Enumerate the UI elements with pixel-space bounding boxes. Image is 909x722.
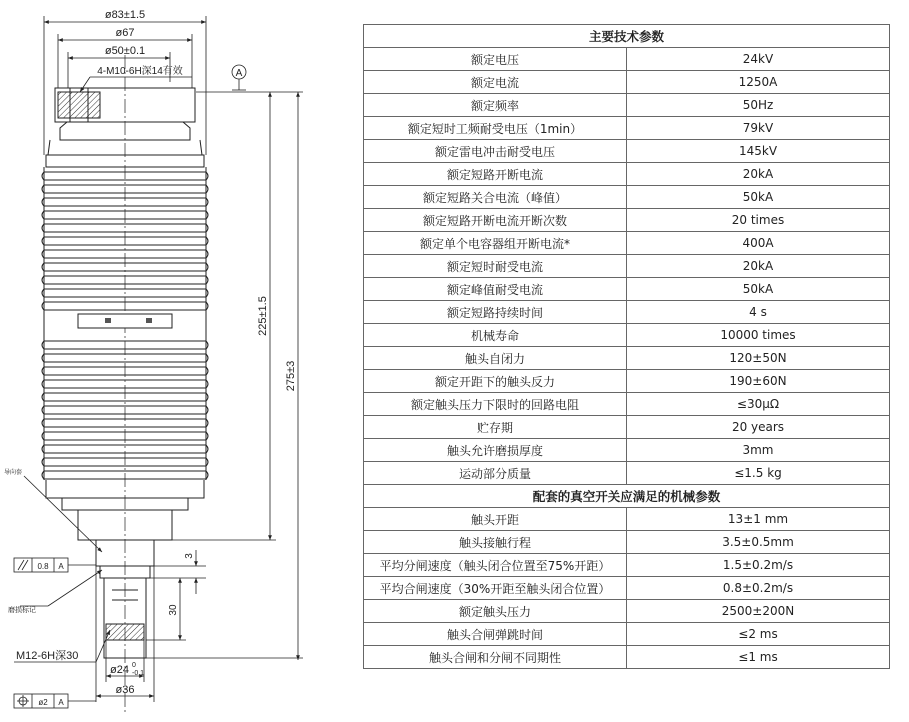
param-value: 145kV: [627, 140, 890, 163]
section-mechanical-parameters: [364, 485, 890, 508]
position-datum: A: [58, 698, 64, 707]
dim-outer-diameter: ø83±1.5: [104, 9, 146, 21]
param-value: 2500±200N: [627, 600, 890, 623]
datum-a-label: A: [235, 68, 243, 79]
param-value: 50kA: [627, 278, 890, 301]
table-row: [364, 393, 890, 416]
section-title: 配套的真空开关应满足的机械参数: [364, 485, 890, 508]
param-value: 1.5±0.2m/s: [627, 554, 890, 577]
parameter-table: [363, 24, 890, 669]
param-name: 额定雷电冲击耐受电压: [364, 140, 627, 163]
table-row: [364, 554, 890, 577]
param-name: 额定开距下的触头反力: [364, 370, 627, 393]
dim-diameter-24-tol-upper: 0: [132, 662, 136, 669]
param-value: ≤1 ms: [627, 646, 890, 669]
param-value: ≤2 ms: [627, 623, 890, 646]
dim-diameter-50: ø50±0.1: [104, 45, 146, 57]
param-value: 20kA: [627, 163, 890, 186]
param-value: 1250A: [627, 71, 890, 94]
table-row: [364, 370, 890, 393]
param-value: 190±60N: [627, 370, 890, 393]
param-value: 50kA: [627, 186, 890, 209]
table-row: [364, 600, 890, 623]
param-name: 额定短路开断电流: [364, 163, 627, 186]
param-value: 79kV: [627, 117, 890, 140]
param-value: 24kV: [627, 48, 890, 71]
param-value: 4 s: [627, 301, 890, 324]
dim-diameter-36: ø36: [115, 684, 135, 696]
param-value: 20 years: [627, 416, 890, 439]
table-row: [364, 94, 890, 117]
param-value: 120±50N: [627, 347, 890, 370]
param-value: 3.5±0.5mm: [627, 531, 890, 554]
param-value: 400A: [627, 232, 890, 255]
param-value: 13±1 mm: [627, 508, 890, 531]
param-name: 贮存期: [364, 416, 627, 439]
dim-diameter-24: ø24: [110, 664, 129, 676]
param-value: 10000 times: [627, 324, 890, 347]
callout-wear-mark: 磨损标记: [8, 607, 36, 614]
param-name: 平均分闸速度（触头闭合位置至75%开距）: [364, 554, 627, 577]
param-name: 额定峰值耐受电流: [364, 278, 627, 301]
table-row: [364, 48, 890, 71]
table-row: [364, 301, 890, 324]
param-value: 20kA: [627, 255, 890, 278]
section-title: 主要技术参数: [364, 25, 890, 48]
param-name: 触头接触行程: [364, 531, 627, 554]
param-name: 额定电压: [364, 48, 627, 71]
table-row: [364, 508, 890, 531]
param-name: 额定短路关合电流（峰值）: [364, 186, 627, 209]
param-name: 触头开距: [364, 508, 627, 531]
param-value: 3mm: [627, 439, 890, 462]
position-tolerance: ø2: [38, 698, 48, 707]
interrupter-drawing: [0, 0, 355, 722]
table-row: [364, 140, 890, 163]
param-name: 额定单个电容器组开断电流*: [364, 232, 627, 255]
param-name: 额定短时工频耐受电压（1min）: [364, 117, 627, 140]
param-name: 额定短路持续时间: [364, 301, 627, 324]
table-row: [364, 186, 890, 209]
param-value: ≤1.5 kg: [627, 462, 890, 485]
param-value: 50Hz: [627, 94, 890, 117]
table-row: [364, 209, 890, 232]
table-row: [364, 577, 890, 600]
table-row: [364, 117, 890, 140]
param-value: ≤30μΩ: [627, 393, 890, 416]
param-value: 0.8±0.2m/s: [627, 577, 890, 600]
table-row: [364, 416, 890, 439]
table-row: [364, 255, 890, 278]
param-name: 运动部分质量: [364, 462, 627, 485]
dim-thread-top: 4-M10-6H深14有效: [97, 66, 183, 77]
dim-diameter-24-tol-lower: -0.1: [132, 670, 145, 677]
table-row: [364, 646, 890, 669]
table-row: [364, 163, 890, 186]
dim-height-275: 275±3: [285, 360, 297, 392]
param-name: 平均合闸速度（30%开距至触头闭合位置）: [364, 577, 627, 600]
param-name: 触头允许磨损厚度: [364, 439, 627, 462]
table-row: [364, 278, 890, 301]
dim-height-225: 225±1.5: [257, 296, 269, 336]
table-row: [364, 623, 890, 646]
param-name: 额定触头压力: [364, 600, 627, 623]
param-name: 触头合闸和分闸不同期性: [364, 646, 627, 669]
dim-height-30: 30: [168, 604, 179, 616]
label-band: [78, 314, 172, 328]
table-row: [364, 347, 890, 370]
dim-diameter-67: ø67: [115, 27, 135, 39]
param-name: 触头合闸弹跳时间: [364, 623, 627, 646]
param-name: 额定触头压力下限时的回路电阻: [364, 393, 627, 416]
parallelism-datum: A: [58, 562, 64, 571]
table-row: [364, 324, 890, 347]
thread-section-hatch: [58, 92, 100, 118]
section-main-parameters: [364, 25, 890, 48]
table-row: [364, 462, 890, 485]
param-name: 额定短时耐受电流: [364, 255, 627, 278]
table-row: [364, 439, 890, 462]
param-name: 额定短路开断电流开断次数: [364, 209, 627, 232]
table-row: [364, 232, 890, 255]
dim-height-3: 3: [184, 553, 195, 559]
dim-thread-bottom: M12-6H深30: [16, 650, 79, 662]
param-name: 机械寿命: [364, 324, 627, 347]
parallelism-tolerance: 0.8: [37, 562, 49, 571]
param-name: 额定频率: [364, 94, 627, 117]
param-value: 20 times: [627, 209, 890, 232]
param-name: 额定电流: [364, 71, 627, 94]
callout-seal: 导向套: [4, 470, 23, 476]
param-name: 触头自闭力: [364, 347, 627, 370]
table-row: [364, 71, 890, 94]
table-row: [364, 531, 890, 554]
